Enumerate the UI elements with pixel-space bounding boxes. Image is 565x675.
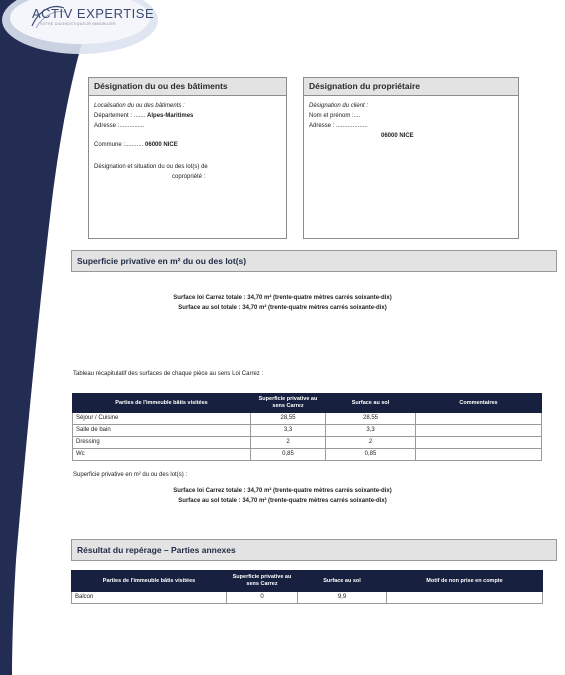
address-label: Adresse :...............: [94, 123, 145, 129]
annexes-table: [71, 570, 543, 604]
carrez-total: Surface loi Carrez totale : 34,70 m² (trente-quatre mètres carrés soixante-dix): [173, 295, 392, 301]
lots-line-1: Désignation et situation du ou des lot(s) de: [94, 164, 208, 170]
table-row: [73, 425, 542, 437]
cell-comment: [416, 425, 542, 437]
cell-sol: 2: [326, 437, 416, 449]
table-row: [73, 437, 542, 449]
annexes-section-title: Résultat du repérage – Parties annexes: [71, 539, 557, 561]
cell-motif: [387, 592, 543, 604]
lots-line-2: copropriété :: [172, 174, 206, 180]
logo-title: ACTIV EXPERTISE: [32, 6, 155, 21]
cell-sol: 3,3: [326, 425, 416, 437]
department-value: Alpes-Maritimes: [147, 113, 194, 119]
cell-carrez: 3,3: [251, 425, 326, 437]
cell-sol: 28,55: [326, 413, 416, 425]
cell-carrez: 0: [227, 592, 298, 604]
col-sol: Surface au sol: [326, 394, 416, 413]
cell-part: Wc: [73, 449, 251, 461]
cell-carrez: 28,55: [251, 413, 326, 425]
col-comments: Commentaires: [416, 394, 542, 413]
commune-line: [94, 140, 281, 150]
cell-part: Salle de bain: [73, 425, 251, 437]
col-carrez: Superficie privative au sens Carrez: [251, 394, 326, 413]
name-label: Nom et prénom :....: [309, 113, 361, 119]
cell-sol: 9,9: [298, 592, 387, 604]
cell-part: Balcon: [72, 592, 227, 604]
cell-sol: 0,85: [326, 449, 416, 461]
client-label: Désignation du client :: [309, 103, 369, 109]
table-row: [73, 413, 542, 425]
owner-box: [303, 77, 519, 239]
cell-carrez: 2: [251, 437, 326, 449]
col-sol: Surface au sol: [298, 571, 387, 592]
commune-label: Commune :...........: [94, 142, 144, 148]
department-line: [94, 111, 281, 121]
cell-part: Séjour / Cuisine: [73, 413, 251, 425]
summary-sol-total: Surface au sol totale : 34,70 m² (trente-quatre mètres carrés soixante-dix): [178, 498, 387, 504]
cell-comment: [416, 449, 542, 461]
owner-city: 06000 NICE: [381, 133, 414, 139]
rooms-table: [72, 393, 542, 461]
cell-comment: [416, 413, 542, 425]
col-parts: Parties de l'immeuble bâtis visitées: [73, 394, 251, 413]
col-carrez: Superficie privative au sens Carrez: [227, 571, 298, 592]
sol-total: Surface au sol totale : 34,70 m² (trente-quatre mètres carrés soixante-dix): [178, 305, 387, 311]
owner-address-label: Adresse : ...................: [309, 123, 368, 129]
table1-caption: Tableau récapitulatif des surfaces de chaque pièce au sens Loi Carrez :: [73, 371, 264, 377]
commune-value: 06000 NICE: [145, 142, 178, 148]
summary-label: Superficie privative en m² du ou des lot(s) :: [73, 472, 188, 478]
table-row: [72, 592, 543, 604]
department-label: Département : .......: [94, 113, 146, 119]
summary-carrez-total: Surface loi Carrez totale : 34,70 m² (trente-quatre mètres carrés soixante-dix): [173, 488, 392, 494]
cell-part: Dressing: [73, 437, 251, 449]
table-row: [73, 449, 542, 461]
cell-carrez: 0,85: [251, 449, 326, 461]
cell-comment: [416, 437, 542, 449]
owner-header: Désignation du propriétaire: [304, 78, 518, 96]
surface-section-title: Superficie privative en m² du ou des lot(s): [71, 250, 557, 272]
location-label: Localisation du ou des bâtiments :: [94, 103, 185, 109]
buildings-header: Désignation du ou des bâtiments: [89, 78, 286, 96]
col-motif: Motif de non prise en compte: [387, 571, 543, 592]
buildings-box: [88, 77, 287, 239]
logo-subtitle: VOTRE DIAGNOSTIQUEUR IMMOBILIER: [40, 22, 116, 26]
col-parts: Parties de l'immeuble bâtis visitées: [72, 571, 227, 592]
